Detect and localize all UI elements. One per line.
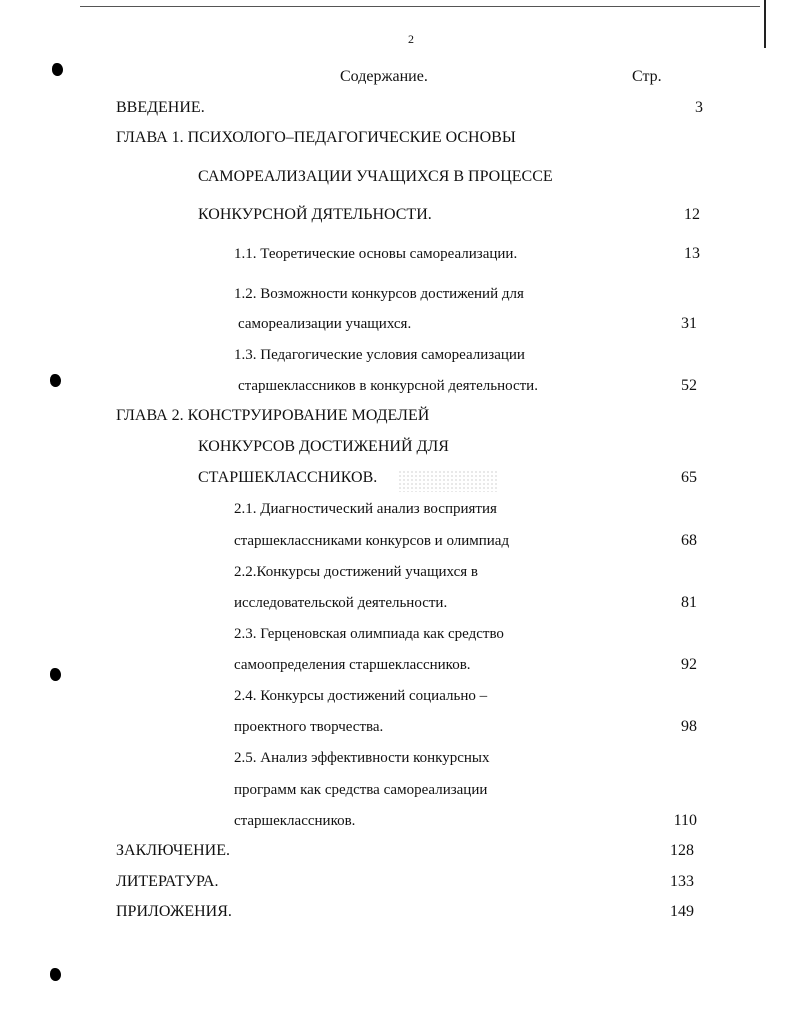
toc-entry-text: самореализации учащихся.: [238, 316, 412, 332]
toc-entry-text: ЗАКЛЮЧЕНИЕ.: [116, 842, 230, 859]
toc-entry-text: КОНКУРСОВ ДОСТИЖЕНИЙ ДЛЯ: [198, 438, 449, 455]
toc-entry-text: старшеклассниками конкурсов и олимпиад: [234, 533, 510, 549]
toc-entry-page: 81: [681, 594, 697, 611]
toc-entry-text: 2.5. Анализ эффективности конкурсных: [234, 750, 490, 766]
toc-entry-page: 110: [673, 812, 697, 829]
toc-entry-text: ГЛАВА 1. ПСИХОЛОГО–ПЕДАГОГИЧЕСКИЕ ОСНОВЫ: [116, 129, 516, 146]
toc-entry-page: 52: [681, 377, 697, 394]
toc-entry-page: 128: [670, 842, 694, 859]
toc-entry-text: исследовательской деятельности.: [234, 595, 448, 611]
scan-border-right: [764, 0, 766, 48]
punch-hole-mark: [50, 968, 61, 981]
toc-entry-text: старшеклассников.: [234, 813, 356, 829]
toc-entry-page: 3: [695, 99, 703, 116]
toc-entry-page: 13: [684, 245, 700, 262]
toc-entry-text: 2.3. Герценовская олимпиада как средство: [234, 626, 504, 642]
toc-entry-text: самоопределения старшеклассников.: [234, 657, 471, 673]
toc-entry-page: 68: [681, 532, 697, 549]
toc-entry-page: 92: [681, 656, 697, 673]
toc-entry-text: 1.2. Возможности конкурсов достижений для: [234, 286, 524, 302]
toc-entry-text: 1.1. Теоретические основы самореализации.: [234, 246, 518, 262]
toc-entry-text: ЛИТЕРАТУРА.: [116, 873, 219, 890]
toc-entry-page: 133: [670, 873, 694, 890]
toc-entry-text: 2.1. Диагностический анализ восприятия: [234, 501, 497, 517]
toc-entry-page: 31: [681, 315, 697, 332]
toc-entry-text: САМОРЕАЛИЗАЦИИ УЧАЩИХСЯ В ПРОЦЕССЕ: [198, 168, 553, 185]
toc-entry-text: 2.2.Конкурсы достижений учащихся в: [234, 564, 478, 580]
toc-title: Содержание.: [340, 68, 428, 85]
punch-hole-mark: [50, 374, 61, 387]
page-column-header: Стр.: [632, 68, 662, 85]
toc-entry-text: СТАРШЕКЛАССНИКОВ.: [198, 469, 378, 486]
toc-entry-text: ВВЕДЕНИЕ.: [116, 99, 205, 116]
toc-entry-page: 149: [670, 903, 694, 920]
toc-entry-text: старшеклассников в конкурсной деятельности.: [238, 378, 538, 394]
scan-noise: [398, 470, 498, 492]
toc-entry-page: 65: [681, 469, 697, 486]
toc-entry-text: 1.3. Педагогические условия самореализации: [234, 347, 525, 363]
toc-entry-text: ПРИЛОЖЕНИЯ.: [116, 903, 232, 920]
punch-hole-mark: [50, 668, 61, 681]
page-number: 2: [408, 32, 414, 46]
punch-hole-mark: [52, 63, 63, 76]
scan-border-top: [80, 6, 760, 7]
toc-entry-text: программ как средства самореализации: [234, 782, 488, 798]
toc-entry-text: 2.4. Конкурсы достижений социально –: [234, 688, 488, 704]
toc-entry-text: КОНКУРСНОЙ ДЯТЕЛЬНОСТИ.: [198, 206, 432, 223]
toc-entry-page: 12: [684, 206, 700, 223]
toc-entry-page: 98: [681, 718, 697, 735]
toc-entry-text: проектного творчества.: [234, 719, 384, 735]
toc-entry-text: ГЛАВА 2. КОНСТРУИРОВАНИЕ МОДЕЛЕЙ: [116, 407, 430, 424]
